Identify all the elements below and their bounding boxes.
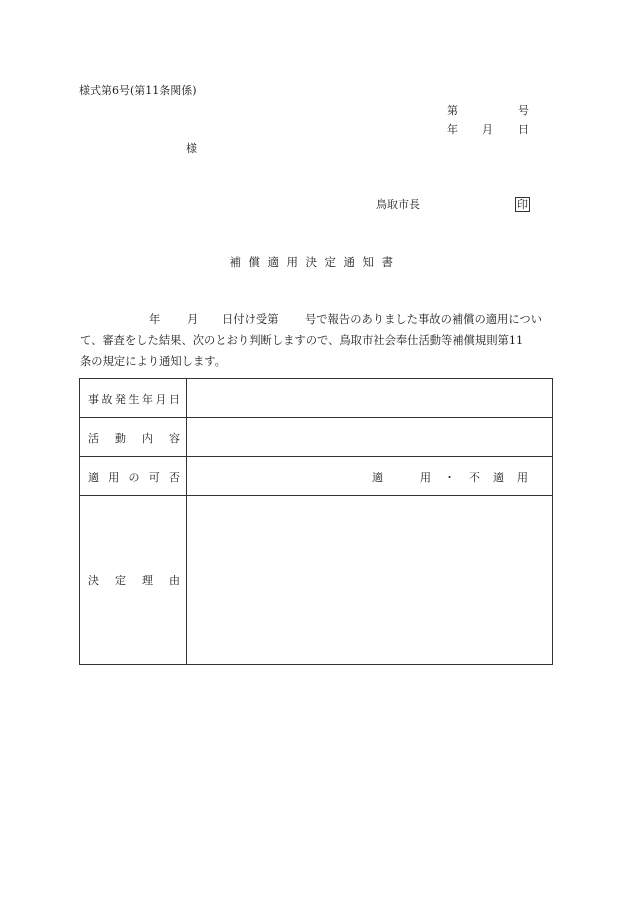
body-line-1-rest: 号で報告のありました事故の補償の適用につい [305,313,543,326]
title-char: 補 [229,255,249,269]
label-char: 用 [108,471,120,484]
label-char: 可 [148,471,160,484]
body-month: 月 [187,313,199,326]
title-char: 用 [286,255,306,269]
table-row-accident-date [80,379,552,418]
label-char: 日 [169,393,180,406]
label-char: 否 [169,471,180,484]
applicability-choice [187,469,552,483]
label-char: の [128,471,140,484]
title-char: 決 [305,255,325,269]
title-char: 通 [343,255,363,269]
choice-not-applicable-2: 適 [493,471,504,484]
table-row-reason [80,496,552,664]
title-char: 書 [381,255,401,269]
label-char: 定 [115,574,126,587]
label-char: 事 [88,393,99,406]
label-char: 生 [128,393,140,406]
label-char: 内 [142,432,153,445]
label-char: 由 [169,574,180,587]
date-day: 日 [518,123,529,136]
table-row-applicability [80,457,552,496]
label-char: 容 [169,432,180,445]
addressee-honorific: 様 [186,142,197,155]
title-char: 償 [248,255,268,269]
body-line-1 [80,309,550,330]
document-title [0,254,630,270]
table-row-activity [80,418,552,457]
label-char: 活 [88,432,99,445]
decision-table [79,378,553,665]
date-month: 月 [482,123,493,136]
choice-not-applicable-3: 用 [517,471,528,484]
row-label-accident-date [88,391,180,407]
label-char: 年 [142,393,153,406]
label-char: 月 [155,393,167,406]
doc-number-suffix: 号 [518,104,529,117]
form-number: 様式第6号(第11条関係) [79,84,197,97]
label-char: 発 [115,393,126,406]
body-year: 年 [149,313,161,326]
choice-separator: ・ [444,471,455,484]
seal-stamp: 印 [517,198,528,211]
body-line-3: 条の規定により通知します。 [80,355,226,368]
row-label-applicability [88,469,180,485]
title-char: 適 [267,255,287,269]
body-day-received: 日付け受第 [222,313,279,326]
body-line-2: て、審査をした結果、次のとおり判断しますので、鳥取市社会奉仕活動等補償規則第11 [80,334,524,347]
date-year: 年 [447,123,458,136]
title-char: 知 [362,255,382,269]
label-char: 適 [88,471,99,484]
choice-not-applicable-1: 不 [469,471,480,484]
doc-number-prefix: 第 [447,104,458,117]
label-char: 決 [88,574,99,587]
row-label-reason [88,572,180,588]
choice-applicable-2: 用 [420,471,431,484]
label-char: 理 [142,574,153,587]
choice-applicable-1: 適 [372,471,383,484]
label-char: 故 [101,393,113,406]
issuer: 鳥取市長 [376,198,420,211]
title-char: 定 [324,255,344,269]
label-char: 動 [115,432,126,445]
row-label-activity [88,430,180,446]
